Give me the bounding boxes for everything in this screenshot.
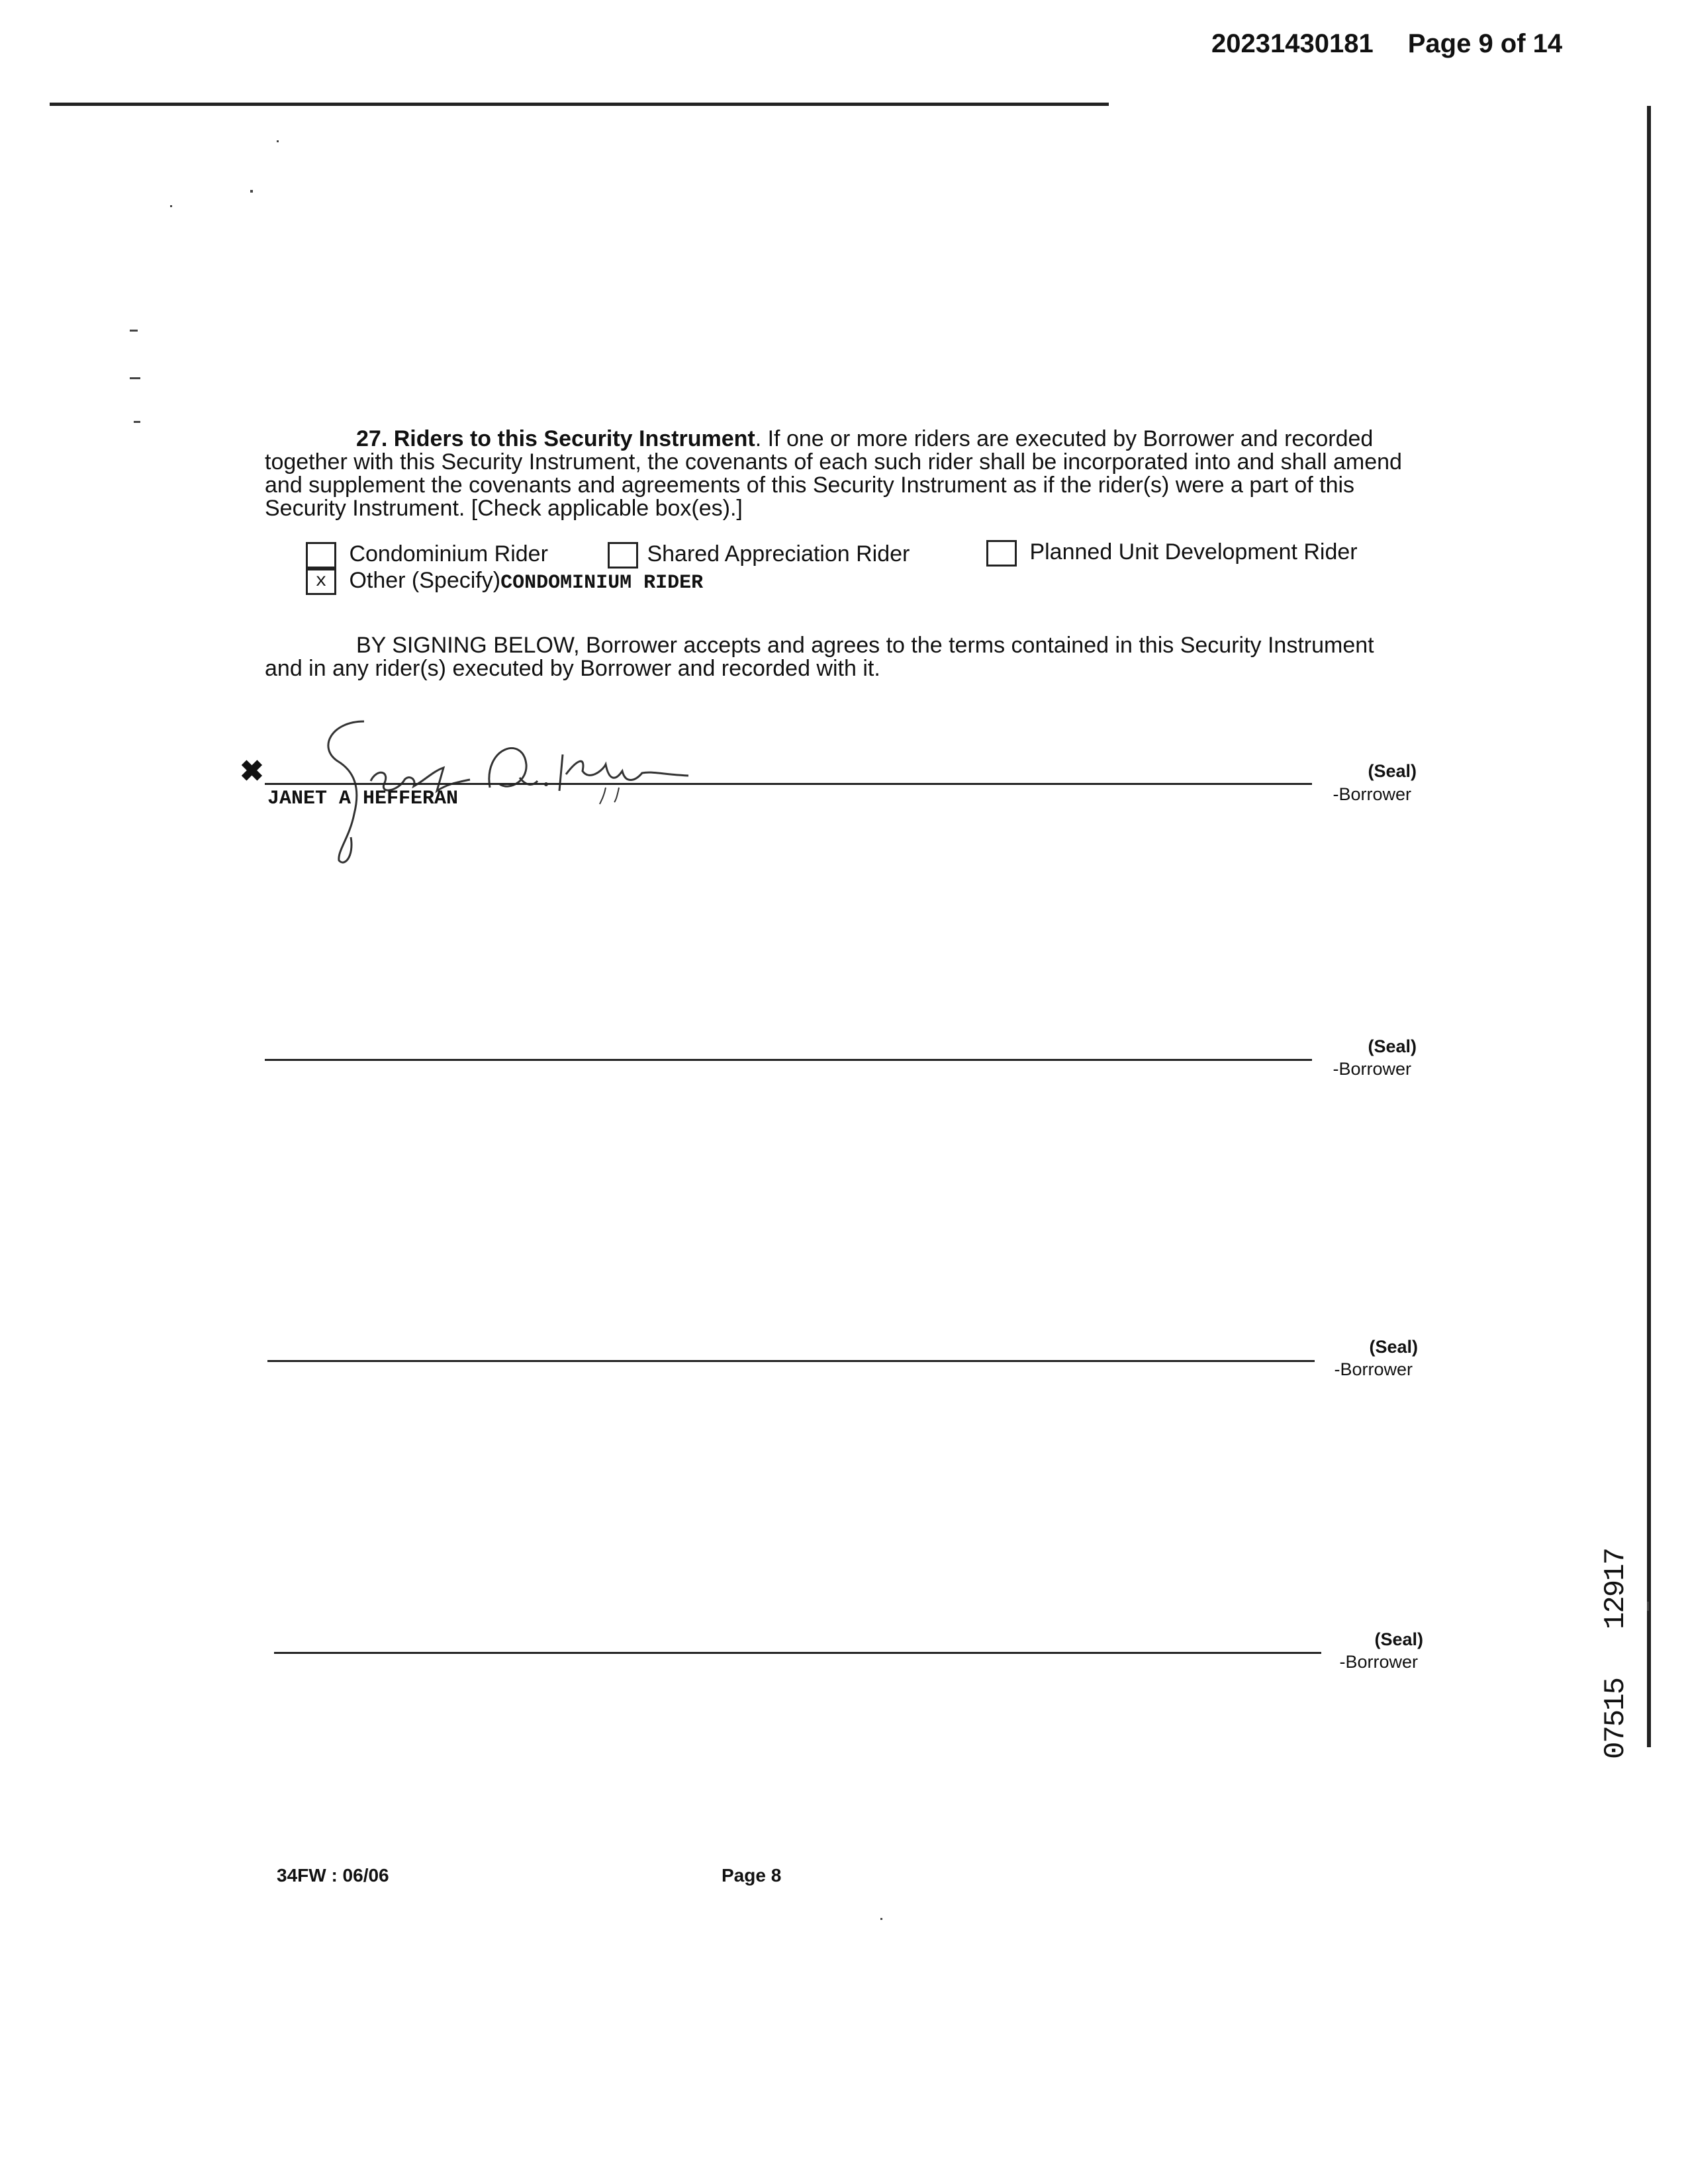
other-rider-value: CONDOMINIUM RIDER	[500, 572, 704, 594]
scan-speck	[130, 330, 138, 332]
rider-other[interactable]	[306, 568, 703, 595]
borrower-label-2: -Borrower	[1333, 1059, 1411, 1079]
side-stamp-line-1: 12917	[1599, 1549, 1632, 1630]
signature-line-2[interactable]	[265, 1059, 1312, 1061]
signature-line-3[interactable]	[267, 1360, 1315, 1362]
rider-shared-appreciation[interactable]	[608, 541, 910, 569]
signing-statement: BY SIGNING BELOW, Borrower accepts and agrees to the terms contained in this Security Instrument and in any rider(s) executed by Borrower and recorded with it.	[265, 633, 1374, 681]
seal-label-4: (Seal)	[1374, 1629, 1423, 1649]
scan-speck	[134, 421, 140, 423]
shared-appreciation-rider-label: Shared Appreciation Rider	[647, 541, 910, 567]
sign-here-x-mark: ✖	[240, 755, 264, 788]
document-number: 20231430181	[1211, 29, 1374, 58]
form-code: 34FW : 06/06	[277, 1865, 389, 1886]
seal-label-2: (Seal)	[1368, 1036, 1417, 1056]
section-27-heading: 27. Riders to this Security Instrument	[356, 426, 755, 451]
other-rider-label: Other (Specify)	[349, 568, 501, 593]
pud-rider-label: Planned Unit Development Rider	[1029, 539, 1358, 565]
condominium-rider-label: Condominium Rider	[349, 541, 548, 567]
scan-speck	[277, 140, 279, 142]
side-stamp-line-2: 07515	[1599, 1678, 1632, 1760]
other-rider-checkbox[interactable]: x	[306, 569, 336, 595]
section-27-text: . If one or more riders are executed by Borrower and recorded together with this Security Instrument, the covenants of each such rider shall be incorporated into and shall amend and supplement the covenants and agreements of this Security Instrument as if the rider(s) were a part of this Security Instrument. [Check applicable box(es).]	[265, 426, 1402, 521]
borrower-label-4: -Borrower	[1339, 1652, 1418, 1672]
scan-speck	[880, 1918, 882, 1920]
page-indicator: Page 9 of 14	[1407, 29, 1563, 58]
rider-pud[interactable]	[986, 539, 1358, 567]
top-divider	[50, 103, 1109, 106]
borrower-label-1: -Borrower	[1333, 784, 1411, 804]
right-margin-rule	[1647, 106, 1651, 1747]
scan-speck	[170, 205, 172, 207]
borrower-name-1: JANET A HEFFERAN	[267, 788, 459, 810]
borrower-label-3: -Borrower	[1334, 1359, 1413, 1379]
seal-label-1: (Seal)	[1368, 761, 1417, 781]
pud-rider-checkbox[interactable]	[986, 540, 1017, 567]
page-header	[1211, 29, 1562, 59]
condominium-rider-checkbox[interactable]	[306, 542, 336, 569]
signature-line-1[interactable]	[265, 783, 1312, 785]
scan-speck	[250, 190, 253, 193]
shared-appreciation-rider-checkbox[interactable]	[608, 542, 638, 569]
footer-page-number: Page 8	[722, 1865, 782, 1886]
rider-condominium[interactable]	[306, 541, 548, 569]
scan-speck	[1647, 1602, 1649, 1611]
signature-line-4[interactable]	[274, 1652, 1321, 1654]
scan-speck	[130, 377, 140, 379]
seal-label-3: (Seal)	[1369, 1337, 1418, 1357]
section-27-paragraph	[265, 428, 1403, 520]
